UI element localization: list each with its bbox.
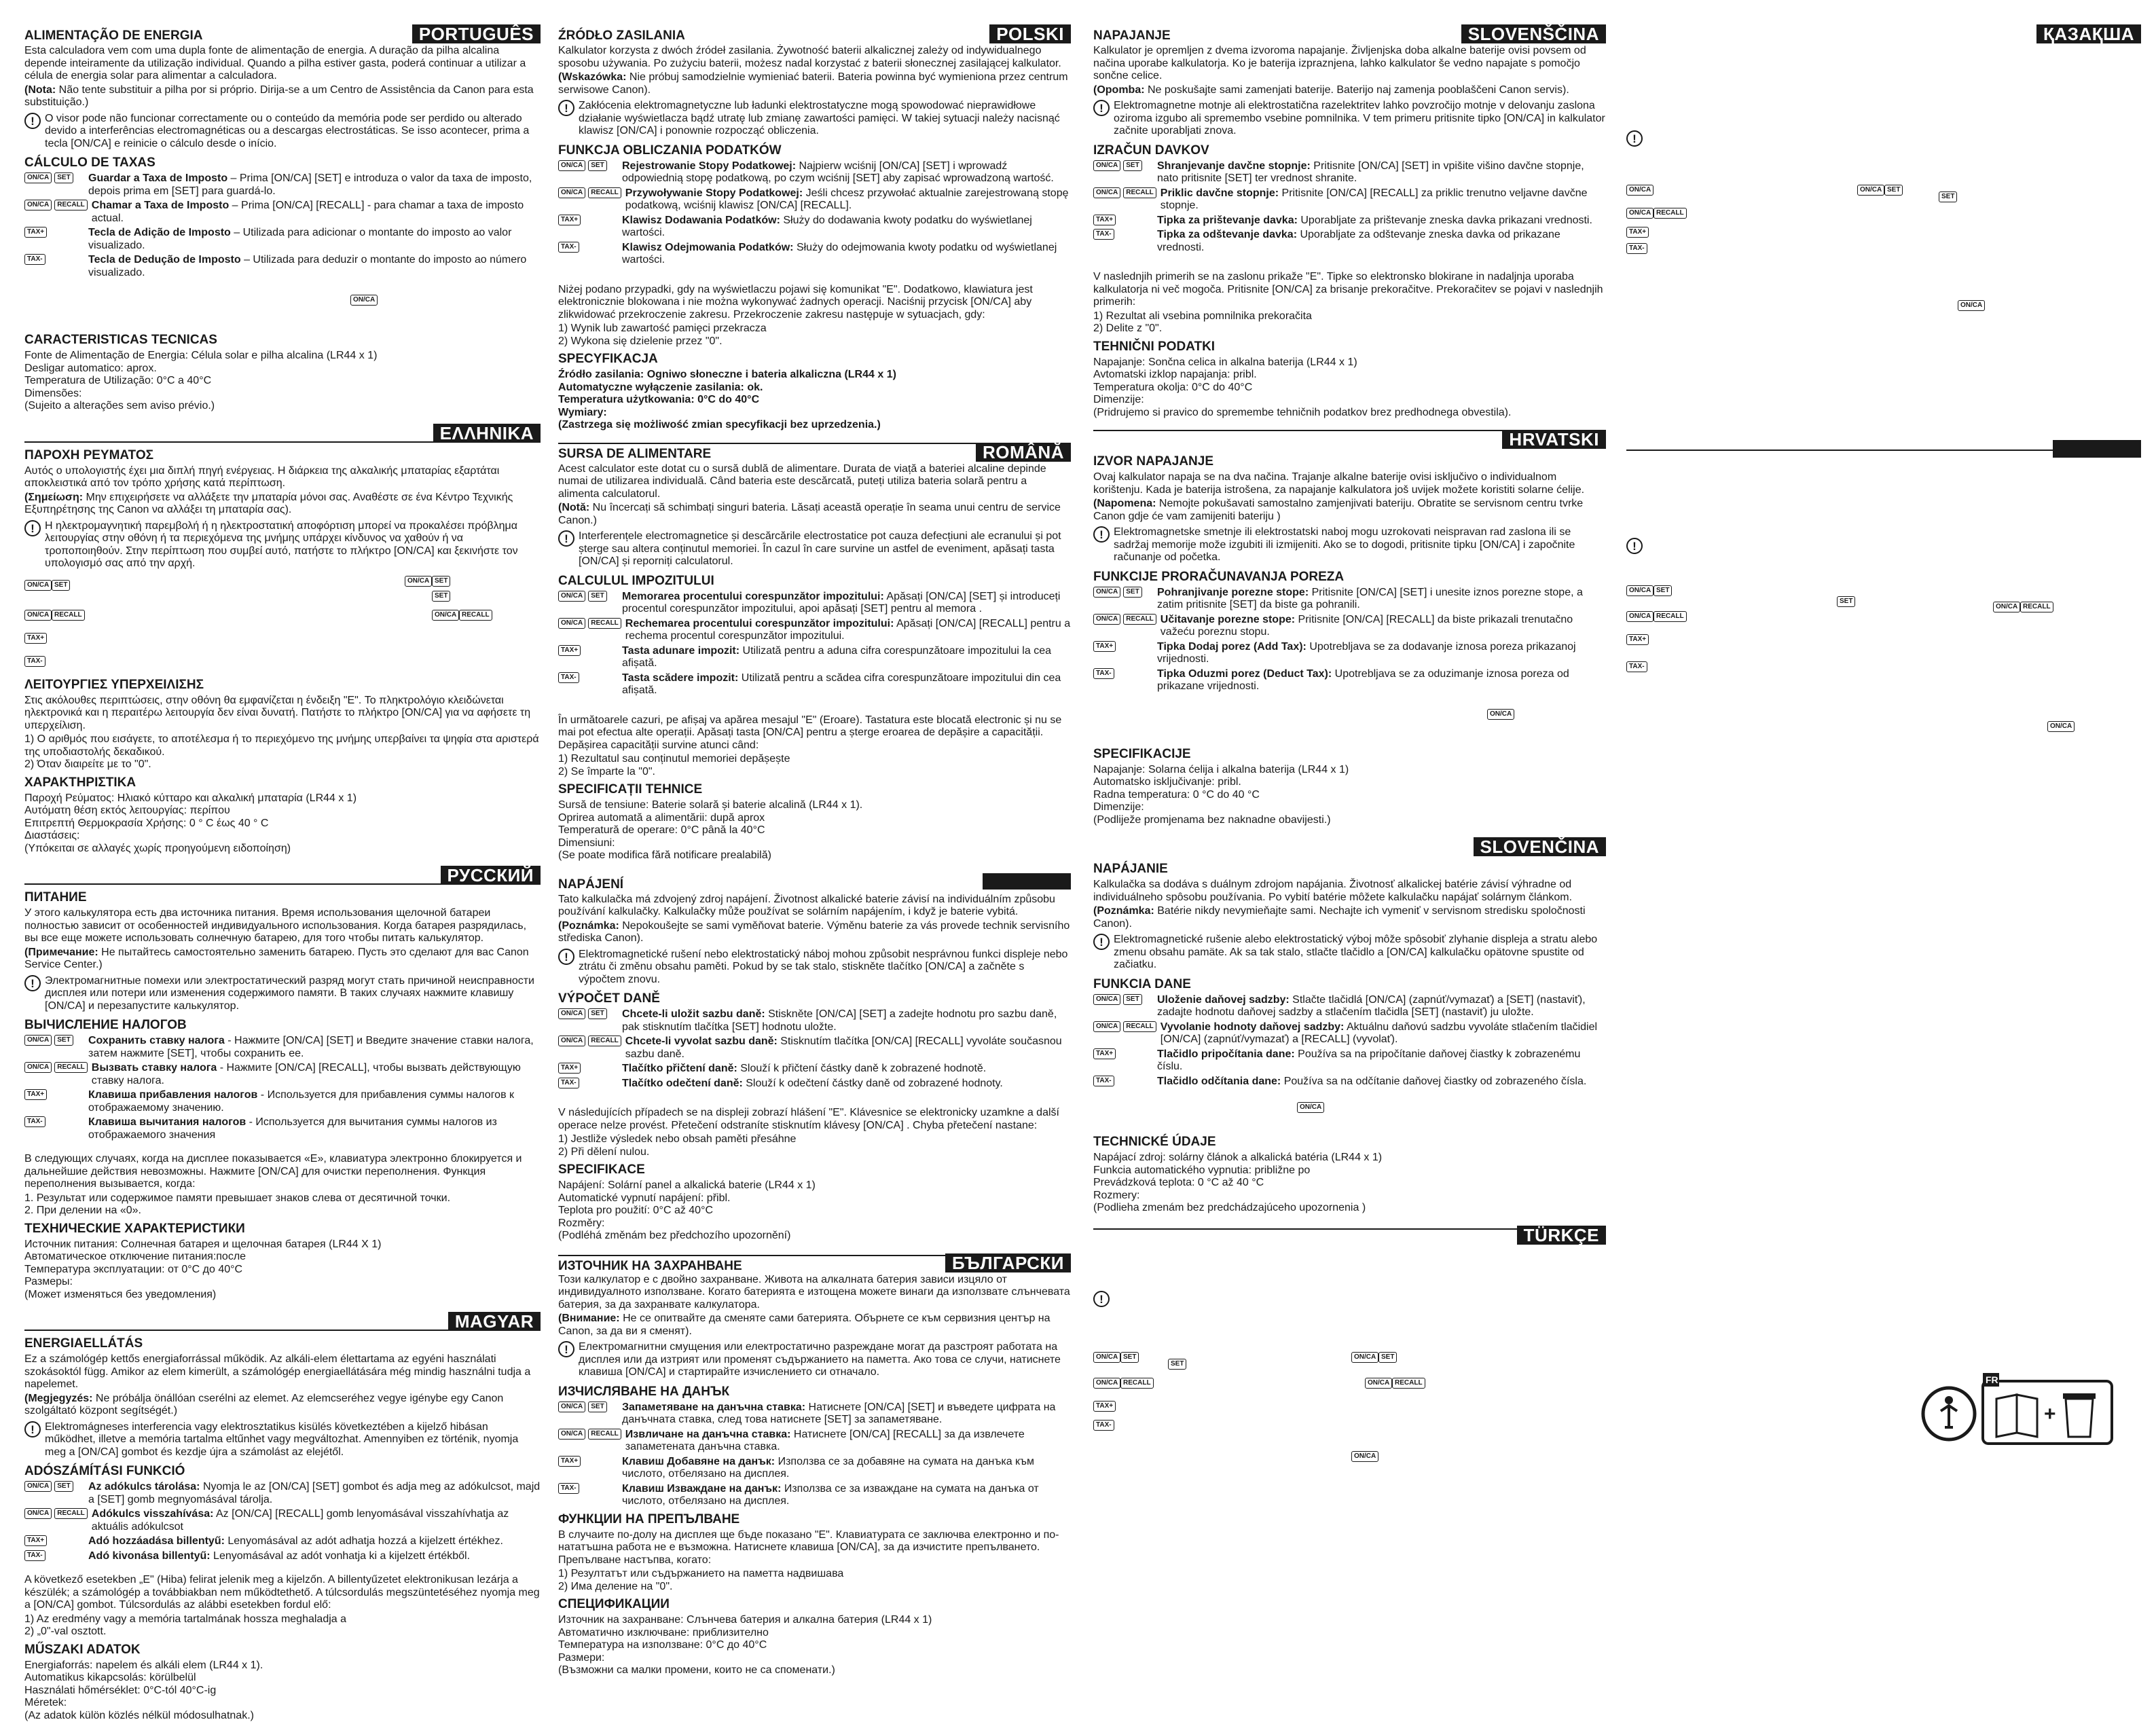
tax-function-row: TAX+ Tecla de Adição de Imposto – Utilizada para adicionar o montante do imposto ao valor visualizado. (24, 227, 541, 252)
spec-line: (Может изменяться без уведомления) (24, 1289, 541, 1302)
tax-function-row: ON/CA RECALL Rechemarea procentului corespunzător impozitului: Apăsați [ON/CA] [RECALL] pentru a rechema procentul corespunzător impozitului. (558, 618, 1071, 643)
on-ca-key-icon: ON/CA (1487, 709, 1514, 720)
tax-function-row: TAX- Tlačidlo odčítania dane: Používa sa na odčítanie daňovej čiastky od zobrazeného čísla. (1093, 1076, 1606, 1088)
set-key-icon: SET (588, 1402, 606, 1412)
tax-minus-key-icon: TAX- (558, 1078, 579, 1088)
spec-line: Automatické vypnutí napájení: přibl. (558, 1192, 1071, 1205)
on-ca-key-icon: ON/CA (1626, 611, 1653, 622)
on-ca-key-icon: ON/CA (24, 580, 52, 591)
warning-icon: ! (24, 520, 41, 536)
section-balgarski: ИЗТОЧНИК НА ЗАХРАНВАНЕ БЪЛГАРСКИ Този калкулатор е с двойно захранване. Живота на алкалната батерия зависи изцяло от индивидуалното използване. Когато батерията е изтощена можете винаги да използвате слънчевата батерия, за да захранвате калкулатора. (Внимание: Не се опитвайте да сменяте сами батерията. Обърнете се към сервизния център на Canon, за да ви я сменят). ! Електромагнитни смущения или електростатично разреждане могат да разстроят работата на дисплея или да изтрият или променят съдържанието на паметта. Ако това се случи, натиснете клавиша [ON/CA] и стартирайте изчислението си отначало. ИЗЧИСЛЯВАНЕ НА ДАНЪК ON/CA SET Запаметяване на данъчна ставка: Натиснете [ON/CA] [SET] и въведете цифрата на данъчната ставка, след това натиснете [SET] за запаметяване. ON/CA RECALL Извличане на данъчна ставка: Натиснете [ON/CA] [RECALL] за да извлечете запаметената данъчна ставка. TAX+ Клавиш Добавяне на данък: Използва се за добавяне на сумата на данъка към числото, отбелязано на дисплея. TAX- Клавиш Изваждане на данък: Използва се за изваждане на сумата на данъка от числото, отбелязано на дисплея. ФУНКЦИИ НА ПРЕПЪЛВАНЕ В случаите по-долу на дисплея ще бъде показано "Е". Клавиатурата се заключва електронно и по-нататъшна работа не е възможна. Натиснете клавиша [ON/CA], за да изчистите препълването. Препълване настъпва, когато: 1) Резултатът или съдържанието на паметта надвишава 2) Има деление на "0". СПЕЦИФИКАЦИИ Източник на захранване: Слънчева батерия и алкална батерия (LR44 x 1) Автоматично изключване: приблизително Температура на използване: 0°C до 40°C Размери: (Възможни са малки промени, които не са споменати.) (558, 1253, 1071, 1677)
spec-line: Wymiary: (558, 407, 1071, 420)
tax-minus-key-icon: TAX- (1093, 1076, 1114, 1086)
spec-line: (Sujeito a alterações sem aviso prévio.) (24, 400, 541, 413)
tax-minus-key-icon: TAX- (24, 254, 45, 265)
recall-key-icon: RECALL (588, 618, 621, 629)
set-key-icon: SET (1884, 185, 1903, 196)
tax-function-row: ON/CA RECALL Učitavanje porezne stope: Pritisnite [ON/CA] [RECALL] da biste prikazali trenutačno važeću poreznu stopu. (1093, 614, 1606, 639)
spec-line: Teplota pro použití: 0°C až 40°C (558, 1205, 1071, 1217)
on-ca-key-icon: ON/CA (1993, 602, 2020, 612)
tax-function-row: ON/CA SET Memorarea procentului corespunzător impozitului: Apăsați [ON/CA] [SET] și introduceți procentul corespunzător impozitului, apoi apăsați [SET] pentru al memora . (558, 591, 1071, 616)
on-ca-key-icon: ON/CA (558, 187, 585, 198)
list-item: 2) Има деление на "0". (558, 1581, 1071, 1594)
section-magyar: MAGYAR ENERGIAELLÁTÁS Ez a számológép kettős energiaforrással működik. Az alkáli-elem élettartama az egyéni használati szokásoktól függ. Amikor az elem kimerült, a számológép energiaellátására még mindig használni tudja a napelemet. (Megjegyzés: Ne próbálja önállóan cserélni az elemet. Az elemcseréhez vegye igénybe egy Canon szolgáltató központ segítségét.) ! Elektromágneses interferencia vagy elektrosztatikus kisülés következtében a kijelző hibásan működhet, illetve a memória tartalma eltűnhet vagy megváltozhat. Amennyiben ez történik, nyomja meg a [ON/CA] gombot és kezdje újra a számolást az elejétől. ADÓSZÁMÍTÁSI FUNKCIÓ ON/CA SET Az adókulcs tárolása: Nyomja le az [ON/CA] [SET] gombot és adja meg az adókulcsot, majd a [SET] gomb megnyomásával tárolja. ON/CA RECALL Adókulcs visszahívása: Az [ON/CA] [RECALL] gomb lenyomásával visszahívhatja az aktuális adókulcsot TAX+ Adó hozzáadása billentyű: Lenyomásával az adót adhatja hozzá a kijelzett értékhez. TAX- Adó kivonása billentyű: Lenyomásával az adót vonhatja ki a kijelzett értékből. A következő esetekben „E" (Hiba) felirat jelenik meg a kijelzőn. A billentyűzetet elektronikusan lezárja a készülék; a számológép a továbbiakban nem működtethető. A túlcsordulás megszüntetéséhez nyomja meg a [ON/CA] gombot. Túlcsordulás az alábbi esetekben fordul elő: 1) Az eredmény vagy a memória tartalmának hossza meghaladja a 2) „0"-val osztott. MŰSZAKI ADATOK Energiaforrás: napelem és alkáli elem (LR44 x 1). Automatikus kikapcsolás: körülbelül Használati hőmérséklet: 0°C-tól 40°C-ig Méretek: (Az adatok külön közlés nélkül módosulhatnak.) (24, 1312, 541, 1722)
lang-tab-balgarski: БЪЛГАРСКИ (945, 1253, 1071, 1272)
on-ca-key-icon: ON/CA (1093, 1378, 1120, 1389)
el-warning: ! Η ηλεκτρομαγνητική παρεμβολή ή η ηλεκτροστατική αποφόρτιση μπορεί να προκαλέσει πρόβλημα λειτουργίας στην οθόνη ή τα περιεχόμενα της μνήμης υπάρχει κίνδυνος να χαθούν ή να τροποποιηθούν. Στην περίπτωση που συμβεί αυτό, πατήστε το πλήκτρο [ON/CA] και ξεκινήστε τον υπολογισμό σας από την αρχή. (24, 520, 541, 572)
on-ca-key-icon: ON/CA (24, 1508, 52, 1519)
spec-line: (Zastrzega się możliwość zmian specyfikacji bez uprzedzenia.) (558, 419, 1071, 432)
spec-line: Avtomatski izklop napajanja: pribl. (1093, 369, 1606, 382)
lang-tab-kazakh: ҚАЗАҚША (2036, 24, 2141, 43)
on-ca-key-icon: ON/CA (24, 1062, 52, 1073)
on-ca-key-icon: ON/CA (1958, 300, 1985, 311)
spec-line: Fonte de Alimentação de Energia: Célula solar e pilha alcalina (LR44 x 1) (24, 350, 541, 363)
tax-minus-key-icon: TAX- (1093, 229, 1114, 240)
on-ca-key-icon: ON/CA (24, 172, 52, 183)
tax-function-row: ON/CA SET Запаметяване на данъчна ставка: Натиснете [ON/CA] [SET] и въведете цифрата на данъчната ставка, след това натиснете [SET] за запаметяване. (558, 1402, 1071, 1427)
tax-function-row: ON/CA SET Pohranjivanje porezne stope: Pritisnite [ON/CA] [SET] i unesite iznos porezne stope, a zatim pritisnite [SET] da biste ga pohranili. (1093, 587, 1606, 612)
pt-note: (Nota: Não tente substituir a pilha por si próprio. Dirija-se a um Centro de Assistência da Canon para esta substituição.) (24, 84, 541, 109)
warning-icon: ! (558, 1341, 574, 1357)
list-item: 1) Ο αριθμός που εισάγετε, το αποτέλεσμα ή το περιεχόμενο της μνήμης υπερβαίνει τα ψηφία στα αριστερά της υποδιαστολής δεκαδικού. (24, 733, 541, 758)
pt-spec-heading: CARACTERISTICAS TECNICAS (24, 333, 541, 348)
spec-line: Rozmery: (1093, 1190, 1606, 1203)
tax-function-row: ON/CA RECALL Przywoływanie Stopy Podatkowej: Jeśli chcesz przywołać aktualnie zarejestrowaną stopę podatkową, wciśnij klawisz [ON/CA] [RECALL]. (558, 187, 1071, 213)
column-3 (1093, 24, 1606, 1511)
spec-line: (Podléhá změnám bez předchozího upozornění) (558, 1230, 1071, 1243)
on-ca-key-icon: ON/CA (1093, 587, 1120, 598)
set-key-icon: SET (54, 1035, 73, 1046)
recall-key-icon: RECALL (1123, 1021, 1156, 1032)
tax-function-row: TAX+ Tasta adunare impozit: Utilizată pentru a aduna cifra corespunzătoare impozitului la cea afișată. (558, 645, 1071, 670)
el-power-heading: ΠΑΡΟΧΗ ΡΕΥΜΑΤΟΣ (24, 448, 541, 463)
spec-line: Automatsko isključivanje: pribl. (1093, 776, 1606, 789)
tax-function-row: ON/CA RECALL Adókulcs visszahívása: Az [ON/CA] [RECALL] gomb lenyomásával visszahívhatja az aktuális adókulcsot (24, 1508, 541, 1533)
tax-function-row: ON/CA SET Uloženie daňovej sadzby: Stlačte tlačidlá [ON/CA] (zapnúť/vymazať) a [SET] (nastaviť), zadajte hodnotu daňovej sadzby a stlačením tlačidla [SET] (nastaviť) ju uložte. (1093, 994, 1606, 1019)
set-key-icon: SET (432, 576, 450, 587)
on-ca-key-icon: ON/CA (2047, 721, 2075, 732)
tax-plus-key-icon: TAX+ (1626, 634, 1649, 645)
spec-line: Desligar automatico: aprox. (24, 363, 541, 375)
on-ca-key-icon: ON/CA (24, 1035, 52, 1046)
el-key-strip (24, 576, 541, 651)
spec-line: Автоматично изключване: приблизително (558, 1627, 1071, 1640)
set-key-icon: SET (1120, 1352, 1139, 1363)
recall-key-icon: RECALL (1653, 208, 1687, 219)
spec-line: (Az adatok külön közlés nélkül módosulhatnak.) (24, 1710, 541, 1722)
recycle-country-label: FR (1986, 1374, 1998, 1385)
section-hrvatski: HRVATSKI IZVOR NAPAJANJE Ovaj kalkulator napaja se na dva načina. Trajanje alkalne baterije ovisi isključivo o individualnom korištenju. Kada je baterija istrošena, za napajanje kalkulatora još uvijek možete koristiti solarne ćelije. (Napomena: Nemojte pokušavati samostalno zamjenjivati bateriju. Obratite se servisnom centru tvrke Canon gdje će vam zamijeniti bateriju ) ! Elektromagnetske smetnje ili elektrostatski naboj mogu uzrokovati neispravan rad zaslona ili se sadržaj memorije može izgubiti ili izmijeniti. Ako se to dogodi, pritisnite tipku [ON/CA] i započnite računanje od početka. FUNKCIJE PRORAČUNAVANJA POREZA ON/CA SET Pohranjivanje porezne stope: Pritisnite [ON/CA] [SET] i unesite iznos porezne stope, a zatim pritisnite [SET] da biste ga pohranili. ON/CA RECALL Učitavanje porezne stope: Pritisnite [ON/CA] [RECALL] da biste prikazali trenutačno važeću poreznu stopu. TAX+ Tipka Dodaj porez (Add Tax): Upotrebljava se za dodavanje iznosa poreza prikazanoj vrijednosti. TAX- Tipka Oduzmi porez (Deduct Tax): Upotrebljava se za oduzimanje iznosa poreza od prikazane vrijednosti. ON/CA SPECIFIKACIJE Napajanje: Solarna ćelija i alkalna baterija (LR44 x 1) Automatsko isključivanje: pribl. Radna temperatura: 0 °C do 40 °C Dimenzije: (Podliježe promjenama bez naknadne obavijesti.) (1093, 430, 1606, 826)
list-item: 1) Rezultat ali vsebina pomnilnika prekoračita (1093, 310, 1606, 323)
section-turkce (1093, 1226, 1606, 1471)
svg-text:+: + (2044, 1403, 2056, 1425)
recall-key-icon: RECALL (1120, 1378, 1154, 1389)
recall-key-icon: RECALL (54, 1508, 88, 1519)
set-key-icon: SET (54, 1481, 73, 1492)
pt-power-text: Esta calculadora vem com uma dupla fonte de alimentação de energia. A duração da pilha alcalina depende inteiramente da utilização individual. Quando a pilha estiver gasta, poderá continuar a utilizar a célula de energia solar para alimentar a calculadora. (24, 45, 541, 83)
spec-line: Źródło zasilania: Ogniwo słoneczne i bateria alkaliczna (LR44 x 1) (558, 369, 1071, 382)
column-2 (558, 24, 1071, 1511)
tax-plus-key-icon: TAX+ (1626, 227, 1649, 238)
on-ca-key-icon: ON/CA (1365, 1378, 1392, 1389)
list-item: 2) „0"-val osztott. (24, 1626, 541, 1638)
on-ca-key-icon: ON/CA (558, 160, 585, 171)
set-key-icon: SET (52, 580, 70, 591)
on-ca-key-icon: ON/CA (1093, 160, 1120, 171)
tax-function-row: ON/CA RECALL Извличане на данъчна ставка: Натиснете [ON/CA] [RECALL] за да извлечете запаметената данъчна ставка. (558, 1429, 1071, 1454)
recall-key-icon: RECALL (54, 1062, 88, 1073)
spec-line: Автоматическое отключение питания:после (24, 1251, 541, 1264)
tax-function-row: ON/CA SET Az adókulcs tárolása: Nyomja le az [ON/CA] [SET] gombot és adja meg az adókulcsot, majd a [SET] gomb megnyomásával tárolja. (24, 1481, 541, 1506)
lang-tab-hrvatski: HRVATSKI (1502, 430, 1606, 449)
spec-line: Oprirea automată a alimentării: după aprox (558, 812, 1071, 825)
tax-plus-key-icon: TAX+ (558, 215, 581, 225)
on-ca-key-icon: ON/CA (1093, 1352, 1120, 1363)
on-ca-key-icon: ON/CA (1297, 1102, 1324, 1113)
tax-function-row: ON/CA RECALL Вызвать ставку налога - Нажмите [ON/CA] [RECALL], чтобы вызвать действующую ставку налога. (24, 1062, 541, 1087)
spec-line: Temperatură de operare: 0°C până la 40°C (558, 824, 1071, 837)
tax-minus-key-icon: TAX- (24, 1116, 45, 1127)
lang-tab-blank (2053, 440, 2141, 458)
tax-function-row: TAX- Tlačítko odečtení daně: Slouží k odečtení částky daně od zobrazené hodnoty. (558, 1078, 1071, 1091)
tax-minus-key-icon: TAX- (558, 1483, 579, 1494)
recycling-info-icon (1915, 1372, 2119, 1446)
section-slovenscina: NAPAJANJE SLOVENŠČINA Kalkulator je opremljen z dvema izvoroma napajanje. Življenjska doba alkalne baterije ovisi povsem od načina uporabe kalkulatorja. Ko je baterija izpraznjena, lahko kalkulator še vedno napajate s pomočjo sončne celice. (Opomba: Ne poskušajte sami zamenjati baterije. Baterijo naj zamenja pooblaščeni Canon servis). ! Elektromagnetne motnje ali elektrostatična razelektritev lahko povzročijo motnje v delovanju zaslona oziroma izgubo ali spremembo vsebine pomnilnika. V tem primeru pritisnite tipko [ON/CA] in kalkulator začnite uporabljati znova. IZRAČUN DAVKOV ON/CA SET Shranjevanje davčne stopnje: Pritisnite [ON/CA] [SET] in vpišite višino davčne stopnje, nato pritisnite [SET] ter vrednost shranite. ON/CA RECALL Priklic davčne stopnje: Pritisnite [ON/CA] [RECALL] za priklic trenutno veljavne davčne stopnje. TAX+ Tipka za prištevanje davka: Uporabljate za prištevanje zneska davka prikazani vrednosti. TAX- Tipka za odštevanje davka: Uporabljate za odštevanje zneska davka od prikazane vrednosti. V naslednjih primerih se na zaslonu prikaže "E". Tipke so elektronsko blokirane in nadaljnja uporaba kalkulatorja ni več mogoča. Pritisnite [ON/CA] za brisanje prekoračitve. Prekoračitev se pojavi v naslednjih primerih: 1) Rezultat ali vsebina pomnilnika prekoračita 2) Delite z "0". TEHNIČNI PODATKI Napajanje: Sončna celica in alkalna baterija (LR44 x 1) Avtomatski izklop napajanja: pribl. Temperatura okolja: 0°C do 40°C Dimenzije: (Pridrujemo si pravico do spremembe tehničnih podatkov brez predhodnega obvestila). (1093, 24, 1606, 419)
warning-icon: ! (24, 1421, 41, 1437)
tax-minus-key-icon: TAX- (558, 672, 579, 683)
spec-line: Источник питания: Солнечная батарея и щелочная батарея (LR44 X 1) (24, 1239, 541, 1251)
on-ca-key-icon: ON/CA (558, 1008, 585, 1019)
spec-line: Automatikus kikapcsolás: körülbelül (24, 1672, 541, 1685)
lang-tab-polski: POLSKI (989, 24, 1071, 43)
tax-function-row: ON/CA SET Сохранить ставку налога - Нажмите [ON/CA] [SET] и Введите значение ставки налога, затем нажмите [SET], чтобы сохранить ее. (24, 1035, 541, 1060)
warning-icon: ! (558, 949, 574, 965)
on-ca-key-icon: ON/CA (1626, 208, 1653, 219)
lang-tab-romana: ROMÂNĂ (976, 443, 1071, 462)
section-russkiy: РУССКИЙ ПИТАНИЕ У этого калькулятора есть два источника питания. Время использования щелочной батареи полностью зависит от особенностей индивидуального использования. Когда батарея разрядилась, вы все еще можете использовать солнечную батарею, для того чтобы питать калькулятор. (Примечание: Не пытайтесь самостоятельно заменить батарею. Пусть это сделают для вас Canon Service Center.) ! Электромагнитные помехи или электростатический разряд могут стать причиной неисправности дисплея или потери или изменения содержимого памяти. В таких случаях нажмите клавишу [ON/CA] и перезапустите калькулятор. ВЫЧИСЛЕНИЕ НАЛОГОВ ON/CA SET Сохранить ставку налога - Нажмите [ON/CA] [SET] и Введите значение ставки налога, затем нажмите [SET], чтобы сохранить ее. ON/CA RECALL Вызвать ставку налога - Нажмите [ON/CA] [RECALL], чтобы вызвать действующую ставку налога. TAX+ Клавиша прибавления налогов - Используется для прибавления суммы налогов к отображаемому значению. TAX- Клавиша вычитания налогов - Используется для вычитания суммы налогов из отображаемого значения В следующих случаях, когда на дисплее показывается «E», клавиатура электронно блокируется и дальнейшие действия невозможны. Нажмите [ON/CA] для очистки переполнения. Функция переполнения вызывается, когда: 1. Результат или содержимое памяти превышает знаков слева от десятичной точки. 2. При делении на «0». ТЕХНИЧЕСКИЕ ХАРАКТЕРИСТИКИ Источник питания: Солнечная батарея и щелочная батарея (LR44 X 1) Автоматическое отключение питания:после Температура эксплуатации: от 0°C до 40°C Размеры: (Может изменяться без уведомления) (24, 866, 541, 1301)
tax-plus-key-icon: TAX+ (24, 227, 47, 238)
section-slovencina: SLOVENČINA NAPÁJANIE Kalkulačka sa dodáva s duálnym zdrojom napájania. Životnosť alkalickej batérie závisí výhradne od individuálneho spôsobu používania. Po vybití batérie môžete kalkulačku napájať solárnym článkom. (Poznámka: Batérie nikdy nevymieňajte sami. Nechajte ich vymeniť v servisnom stredisku spoločnosti Canon). ! Elektromagnetické rušenie alebo elektrostatický výboj môže spôsobiť zlyhanie displeja a stratu alebo zmenu obsahu pamäte. Ak sa tak stalo, stlačte tlačidlo a [ON/CA] kalkulačku opätovne spustite od začiatku. FUNKCIA DANE ON/CA SET Uloženie daňovej sadzby: Stlačte tlačidlá [ON/CA] (zapnúť/vymazať) a [SET] (nastaviť), zadajte hodnotu daňovej sadzby a stlačením tlačidla [SET] (nastaviť) ju uložte. ON/CA RECALL Vyvolanie hodnoty daňovej sadzby: Aktuálnu daňovú sadzbu vyvoláte stlačením tlačidiel [ON/CA] (zapnúť/vymazať) a [RECALL] (vyvolať). TAX+ Tlačidlo pripočítania dane: Používa sa na pripočítanie daňovej čiastky k zobrazenému číslu. TAX- Tlačidlo odčítania dane: Používa sa na odčítanie daňovej čiastky od zobrazeného čísla. ON/CA TECHNICKÉ ÚDAJE Napájací zdroj: solárny článok a alkalická batéria (LR44 x 1) Funkcia automatického vypnutia: približne po Prevádzková teplota: 0 °C až 40 °C Rozmery: (Podlieha zmenám bez predchádzajúceho upozornenia ) (1093, 837, 1606, 1215)
recall-key-icon: RECALL (1123, 614, 1156, 625)
tax-function-row: TAX+ Tlačidlo pripočítania dane: Používa sa na pripočítanie daňovej čiastky k zobrazenému číslu. (1093, 1048, 1606, 1074)
section-portugues (24, 24, 541, 413)
spec-line: Méretek: (24, 1697, 541, 1710)
spec-line: Napajanje: Sončna celica in alkalna baterija (LR44 x 1) (1093, 356, 1606, 369)
recall-key-icon: RECALL (52, 610, 85, 621)
column-4 (1626, 24, 2141, 1511)
list-item: 1) Резултатът или съдържанието на паметта надвишава (558, 1568, 1071, 1581)
tax-function-row: ON/CA RECALL Chamar a Taxa de Imposto – Prima [ON/CA] [RECALL] - para chamar a taxa de imposto actual. (24, 200, 541, 225)
on-ca-key-icon: ON/CA (558, 591, 585, 602)
tax-function-row: TAX+ Klawisz Dodawania Podatków: Służy do dodawania kwoty podatku do wyświetlanej wartości. (558, 215, 1071, 240)
warning-icon: ! (24, 975, 41, 991)
on-ca-key-icon: ON/CA (24, 200, 52, 210)
spec-line: Παροχή Ρεύματος: Ηλιακό κύτταρο και αλκαλική μπαταρία (LR44 x 1) (24, 792, 541, 805)
kz-key-area (1626, 42, 2141, 789)
warning-icon: ! (1093, 100, 1110, 116)
tax-function-row: ON/CA SET Shranjevanje davčne stopnje: Pritisnite [ON/CA] [SET] in vpišite višino davčne stopnje, nato pritisnite [SET] ter vrednost shranite. (1093, 160, 1606, 185)
set-key-icon: SET (1939, 191, 1957, 202)
lang-tab-slovencina: SLOVENČINA (1474, 837, 1606, 856)
tax-function-row: ON/CA RECALL Priklic davčne stopnje: Pritisnite [ON/CA] [RECALL] za priklic trenutno veljavne davčne stopnje. (1093, 187, 1606, 213)
on-ca-key-icon: ON/CA (1351, 1352, 1378, 1363)
tax-function-row: TAX+ Клавиша прибавления налогов - Используется для прибавления суммы налогов к отображаемому значению. (24, 1089, 541, 1114)
tax-function-row: TAX- Tipka Oduzmi porez (Deduct Tax): Upotrebljava se za oduzimanje iznosa poreza od prikazane vrijednosti. (1093, 668, 1606, 693)
list-item: 2. При делении на «0». (24, 1205, 541, 1217)
list-item: 1) Wynik lub zawartość pamięci przekracza (558, 323, 1071, 335)
tax-function-row: TAX- Tasta scădere impozit: Utilizată pentru a scădea cifra corespunzătoare impozitului din cea afișată. (558, 672, 1071, 697)
on-ca-key-icon: ON/CA (350, 295, 378, 306)
warning-icon: ! (24, 113, 41, 129)
spec-line: (Υπόκειται σε αλλαγές χωρίς προηγούμενη ειδοποίηση) (24, 843, 541, 856)
spec-line: Διαστάσεις: (24, 830, 541, 843)
list-item: 1. Результат или содержимое памяти превышает знаков слева от десятичной точки. (24, 1192, 541, 1205)
on-ca-key-icon: ON/CA (558, 1036, 585, 1046)
pt-power-heading: ALIMENTAÇÃO DE ENERGIA (24, 29, 202, 43)
pt-spec (24, 350, 541, 413)
lang-tab-magyar: MAGYAR (448, 1312, 541, 1331)
tax-function-row: ON/CA RECALL Vyvolanie hodnoty daňovej sadzby: Aktuálnu daňovú sadzbu vyvoláte stlačením tlačidiel [ON/CA] (zapnúť/vymazať) a [RECALL] (vyvolať). (1093, 1021, 1606, 1046)
tax-plus-key-icon: TAX+ (558, 1456, 581, 1467)
list-item: 2) Se împarte la "0". (558, 766, 1071, 779)
tax-minus-key-icon: TAX- (1626, 661, 1647, 672)
lang-tab-portugues: PORTUGUÊS (412, 24, 541, 43)
tax-minus-key-icon: TAX- (24, 656, 45, 667)
warning-icon: ! (1093, 526, 1110, 543)
set-key-icon: SET (1168, 1359, 1186, 1370)
warning-icon: ! (1626, 130, 1643, 147)
spec-line: Temperatura de Utilização: 0°C a 40°C (24, 375, 541, 388)
tax-plus-key-icon: TAX+ (1093, 1401, 1116, 1412)
list-item: 2) Wykona się dzielenie przez "0". (558, 335, 1071, 348)
tax-function-row: TAX+ Tlačítko přičtení daně: Slouží k přičtení částky daně k zobrazené hodnotě. (558, 1063, 1071, 1076)
spec-line: Размери: (558, 1652, 1071, 1665)
on-ca-key-icon: ON/CA (1351, 1451, 1378, 1462)
spec-line: Επιτρεπτή Θερμοκρασία Χρήσης: 0 ° C έως 40 ° C (24, 818, 541, 830)
tax-plus-key-icon: TAX+ (1093, 1048, 1116, 1059)
list-item: 2) Όταν διαιρείτε με το "0". (24, 758, 541, 771)
tax-function-row: ON/CA SET Guardar a Taxa de Imposto – Prima [ON/CA] [SET] e introduza o valor da taxa de imposto, depois prima em [SET] para guardá-lo. (24, 172, 541, 198)
recall-key-icon: RECALL (1653, 611, 1687, 622)
recall-key-icon: RECALL (588, 1429, 621, 1440)
on-ca-key-icon: ON/CA (1093, 994, 1120, 1005)
list-item: 1) Rezultatul sau conținutul memoriei depășește (558, 753, 1071, 766)
set-key-icon: SET (1123, 587, 1141, 598)
set-key-icon: SET (1837, 596, 1855, 607)
set-key-icon: SET (54, 172, 73, 183)
on-ca-key-icon: ON/CA (432, 610, 459, 621)
recall-key-icon: RECALL (459, 610, 492, 621)
spec-line: (Възможни са малки промени, които не са споменати.) (558, 1664, 1071, 1677)
tax-function-row: TAX- Клавиша вычитания налогов - Используется для вычитания суммы налогов из отображаемого значения (24, 1116, 541, 1141)
on-ca-key-icon: ON/CA (1626, 585, 1653, 596)
on-ca-key-icon: ON/CA (24, 610, 52, 621)
spec-line: Dimensões: (24, 388, 541, 401)
section-polski: ŹRÓDŁO ZASILANIA POLSKI Kalkulator korzysta z dwóch źródeł zasilania. Żywotność baterii alkalicznej zależy od indywidualnego sposobu używania. Po zużyciu baterii, możesz nadal korzystać z baterii słonecznej zasilającej kalkulator. (Wskazówka: Nie próbuj samodzielnie wymieniać baterii. Bateria powinna być wymieniona przez centrum serwisowe Canon). ! Zakłócenia elektromagnetyczne lub ładunki elektrostatyczne mogą spowodować nieprawidłowe działanie wyświetlacza bądź utratę lub zmianę zawartości pamięci. W takiej sytuacji należy nacisnąć klawisz [ON/CA] i ponownie rozpocząć obliczenia. FUNKCJA OBLICZANIA PODATKÓW ON/CA SET Rejestrowanie Stopy Podatkowej: Najpierw wciśnij [ON/CA] [SET] i wprowadź odpowiednią stopę podatkową, po czym wciśnij [SET] aby zapisać wprowadzoną wartość. ON/CA RECALL Przywoływanie Stopy Podatkowej: Jeśli chcesz przywołać aktualnie zarejestrowaną stopę podatkową, wciśnij klawisz [ON/CA] [RECALL]. TAX+ Klawisz Dodawania Podatków: Służy do dodawania kwoty podatku do wyświetlanej wartości. TAX- Klawisz Odejmowania Podatków: Służy do odejmowania kwoty podatku od wyświetlanej wartości. Niżej podano przypadki, gdy na wyświetlaczu pojawi się komunikat "E". Dodatkowo, klawiatura jest elektronicznie blokowana i nie można wykonywać żadnych operacji. Naciśnij przycisk [ON/CA] aby zlikwidować przekroczenie zakresu. Przekroczenie zakresu następuje w sytuacjach, gdy: 1) Wynik lub zawartość pamięci przekracza 2) Wykona się dzielenie przez "0". SPECYFIKACJA Źródło zasilania: Ogniwo słoneczne i bateria alkaliczna (LR44 x 1) Automatyczne wyłączenie zasilania: ok. Temperatura użytkowania: 0°C do 40°C Wymiary: (Zastrzega się możliwość zmian specyfikacji bez uprzedzenia.) (558, 24, 1071, 432)
set-key-icon: SET (1378, 1352, 1397, 1363)
spec-line: Dimensiuni: (558, 837, 1071, 850)
tax-minus-key-icon: TAX- (1093, 668, 1114, 679)
tax-minus-key-icon: TAX- (24, 1550, 45, 1561)
lang-tab-russkiy: РУССКИЙ (441, 866, 541, 885)
spec-line: Източник на захранване: Слънчева батерия и алкална батерия (LR44 x 1) (558, 1614, 1071, 1627)
recall-key-icon: RECALL (1392, 1378, 1425, 1389)
list-item: 2) Při dělení nulou. (558, 1146, 1071, 1159)
on-ca-key-icon: ON/CA (1857, 185, 1884, 196)
spec-line: Radna temperatura: 0 °C do 40 °C (1093, 789, 1606, 802)
recall-key-icon: RECALL (588, 1036, 621, 1046)
spec-line: Sursă de tensiune: Baterie solară și baterie alcalină (LR44 x 1). (558, 799, 1071, 812)
tax-minus-key-icon: TAX- (558, 242, 579, 253)
tax-function-row: TAX- Adó kivonása billentyű: Lenyomásával az adót vonhatja ki a kijelzett értékből. (24, 1550, 541, 1563)
set-key-icon: SET (1653, 585, 1672, 596)
tax-function-row: ON/CA SET Chcete-li uložit sazbu daně: Stiskněte [ON/CA] [SET] a zadejte hodnotu pro sazbu daně, pak stisknutím tlačítka [SET] hodnotu uložte. (558, 1008, 1071, 1033)
tax-function-row: TAX+ Tipka za prištevanje davka: Uporabljate za prištevanje zneska davka prikazani vrednosti. (1093, 215, 1606, 227)
spec-line: Размеры: (24, 1276, 541, 1289)
set-key-icon: SET (588, 160, 606, 171)
tax-minus-key-icon: TAX- (1626, 243, 1647, 254)
spec-line: Energiaforrás: napelem és alkáli elem (LR44 x 1). (24, 1660, 541, 1672)
list-item: 1) Jestliže výsledek nebo obsah paměti přesáhne (558, 1133, 1071, 1146)
spec-line: Dimenzije: (1093, 394, 1606, 407)
pt-tax-rows (24, 172, 541, 279)
spec-line: Használati hőmérséklet: 0°C-tól 40°C-ig (24, 1685, 541, 1698)
on-ca-key-icon: ON/CA (558, 1429, 585, 1440)
tax-function-row: ON/CA SET Rejestrowanie Stopy Podatkowej: Najpierw wciśnij [ON/CA] [SET] i wprowadź odpowiednią stopę podatkową, po czym wciśnij [SET] aby zapisać wprowadzoną wartość. (558, 160, 1071, 185)
on-ca-key-icon: ON/CA (558, 618, 585, 629)
on-ca-key-icon: ON/CA (1093, 614, 1120, 625)
tax-function-row: TAX+ Adó hozzáadása billentyű: Lenyomásával az adót adhatja hozzá a kijelzett értékhez. (24, 1535, 541, 1548)
set-key-icon: SET (588, 1008, 606, 1019)
tax-function-row: TAX- Klawisz Odejmowania Podatków: Służy do odejmowania kwoty podatku od wyświetlanej wartości. (558, 242, 1071, 267)
lang-tab-turkce: TÜRKÇE (1517, 1226, 1606, 1245)
spec-line: Napajanje: Solarna ćelija i alkalna baterija (LR44 x 1) (1093, 764, 1606, 777)
list-item: 1) Az eredmény vagy a memória tartalmának hossza meghaladja a (24, 1613, 541, 1626)
spec-line: Rozměry: (558, 1217, 1071, 1230)
on-ca-key-icon: ON/CA (1626, 185, 1653, 196)
spec-line: Dimenzije: (1093, 801, 1606, 814)
tax-plus-key-icon: TAX+ (558, 1063, 581, 1074)
tax-plus-key-icon: TAX+ (24, 633, 47, 644)
spec-line: Temperatura użytkowania: 0°C do 40°C (558, 394, 1071, 407)
section-cestina: NAPÁJENÍ Tato kalkulačka má zdvojený zdroj napájení. Životnost alkalické baterie závisí na individuálním způsobu používání kalkulačky. Kalkulačky může používat se solárním napájením, i když je baterie vybitá. (Poznámka: Nepokoušejte se sami vyměňovat baterie. Výměnu baterie za vás provede technik servisního střediska Canon). ! Elektromagnetické rušení nebo elektrostatický náboj mohou způsobit nesprávnou funkci displeje nebo ztrátu či změnu obsahu paměti. Pokud by se tak stalo, stiskněte tlačítko [ON/CA] a začněte s výpočtem znovu. VÝPOČET DANĚ ON/CA SET Chcete-li uložit sazbu daně: Stiskněte [ON/CA] [SET] a zadejte hodnotu pro sazbu daně, pak stisknutím tlačítka [SET] hodnotu uložte. ON/CA RECALL Chcete-li vyvolat sazbu daně: Stisknutím tlačítka [ON/CA] [RECALL] vyvoláte současnou sazbu daně. TAX+ Tlačítko přičtení daně: Slouží k přičtení částky daně k zobrazené hodnotě. TAX- Tlačítko odečtení daně: Slouží k odečtení částky daně od zobrazené hodnoty. V následujících případech se na displeji zobrazí hlášení "E". Klávesnice se elektronicky uzamkne a další operace nelze provést. Přetečení odstraníte stisknutím klávesy [ON/CA] . Chyba přetečení nastane: 1) Jestliže výsledek nebo obsah paměti přesáhne 2) Při dělení nulou. SPECIFIKACE Napájení: Solární panel a alkalická baterie (LR44 x 1) Automatické vypnutí napájení: přibl. Teplota pro použití: 0°C až 40°C Rozměry: (Podléhá změnám bez předchozího upozornění) (558, 873, 1071, 1243)
tax-function-row: TAX+ Клавиш Добавяне на данък: Използва се за добавяне на сумата на данъка към числото, отбелязано на дисплея. (558, 1456, 1071, 1481)
lang-tab-slovenscina: SLOVENŠČINA (1461, 24, 1606, 43)
recall-key-icon: RECALL (1123, 187, 1156, 198)
recall-key-icon: RECALL (54, 200, 88, 210)
tax-minus-key-icon: TAX- (1093, 1420, 1114, 1431)
section-ellinika: ΕΛΛΗΝΙΚΑ ΠΑΡΟΧΗ ΡΕΥΜΑΤΟΣ Αυτός ο υπολογιστής έχει μια διπλή πηγή ενέργειας. Η διάρκεια της αλκαλικής μπαταρίας εξαρτάται αποκλειστικά από τον τρόπο χρήσης κατά περίπτωση. (Σημείωση: Μην επιχειρήσετε να αλλάξετε την μπαταρία μόνοι σας. Αναθέστε σε ένα Κέντρο Τεχνικής Εξυπηρέτησης της Canon να αλλάξει τη μπαταρία σας). ! Η ηλεκτρομαγνητική παρεμβολή ή η ηλεκτροστατική αποφόρτιση μπορεί να προκαλέσει πρόβλημα λειτουργίας στην οθόνη ή τα περιεχόμενα της μνήμης υπάρχει κίνδυνος να χαθούν ή να τροποποιηθούν. Στην περίπτωση που συμβεί αυτό, πατήστε το πλήκτρο [ON/CA] και ξεκινήστε τον υπολογισμό σας από την αρχή. ON/CA SET ON/CA RECALL TAX+ ON/CA SET SET ON/CA RECALL TAX- ΛΕΙΤΟΥΡΓΙΕΣ ΥΠΕΡΧΕΙΛΙΣΗΣ Στις ακόλουθες περιπτώσεις, στην οθόνη θα εμφανίζεται η ένδειξη "E". Το πληκτρολόγιο κλειδώνεται ηλεκτρονικά και η περαιτέρω λειτουργία δεν είναι δυνατή. Πατήστε το πλήκτρο [ON/CA] για να αφήσετε τη υπερχείλιση. 1) Ο αριθμός που εισάγετε, το αποτέλεσμα ή το περιεχόμενο της μνήμης υπερβαίνει τα ψηφία στα αριστερά της υποδιαστολής δεκαδικού. 2) Όταν διαιρείτε με το "0". ΧΑΡΑΚΤΗΡΙΣΤΙΚΑ Παροχή Ρεύματος: Ηλιακό κύτταρο και αλκαλική μπαταρία (LR44 x 1) Αυτόματη θέση εκτός λειτουργίας: περίπου Επιτρεπτή Θερμοκρασία Χρήσης: 0 ° C έως 40 ° C Διαστάσεις: (Υπόκειται σε αλλαγές χωρίς προηγούμενη ειδοποίηση) (24, 424, 541, 856)
tax-function-row: TAX- Tipka za odštevanje davka: Uporabljate za odštevanje zneska davka od prikazane vrednosti. (1093, 229, 1606, 254)
lang-tab-ellinika: ΕΛΛΗΝΙΚΑ (433, 424, 541, 443)
set-key-icon: SET (1123, 994, 1141, 1005)
section-romana: SURSA DE ALIMENTARE ROMÂNĂ Acest calculator este dotat cu o sursă dublă de alimentare. Durata de viață a bateriei alcaline depinde numai de utilizarea individuală. Când bateria este descărcată, puteți utiliza bateria solară pentru a alimenta calculatorul. (Notă: Nu încercați să schimbați singuri bateria. Lăsați această operație în seama unui centru de service Canon.) ! Interferențele electromagnetice și descărcările electrostatice pot cauza defecțiuni ale ecranului și pot șterge sau altera conținutul memoriei. În cazul în care survine un astfel de eveniment, apăsați tasta [ON/CA] și reporniți calculatorul. CALCULUL IMPOZITULUI ON/CA SET Memorarea procentului corespunzător impozitului: Apăsați [ON/CA] [SET] și introduceți procentul corespunzător impozitului, apoi apăsați [SET] pentru al memora . ON/CA RECALL Rechemarea procentului corespunzător impozitului: Apăsați [ON/CA] [RECALL] pentru a rechema procentul corespunzător impozitului. TAX+ Tasta adunare impozit: Utilizată pentru a aduna cifra corespunzătoare impozitului la cea afișată. TAX- Tasta scădere impozit: Utilizată pentru a scădea cifra corespunzătoare impozitului din cea afișată. În următoarele cazuri, pe afișaj va apărea mesajul "E" (Eroare). Tastatura este blocată electronic și nu se mai pot efectua alte operații. Apăsați tasta [ON/CA] pentru a șterge eroarea de depășire a capacității. Depășirea capacității survine atunci când: 1) Rezultatul sau conținutul memoriei depășește 2) Se împarte la "0". SPECIFICAȚII TEHNICE Sursă de tensiune: Baterie solară și baterie alcalină (LR44 x 1). Oprirea automată a alimentării: după aprox Temperatură de operare: 0°C până la 40°C Dimensiuni: (Se poate modifica fără notificare prealabilă) (558, 443, 1071, 862)
column-1 (24, 24, 541, 1511)
spec-line: (Pridrujemo si pravico do spremembe tehničnih podatkov brez predhodnega obvestila). (1093, 407, 1606, 420)
pt-warning: ! O visor pode não funcionar correctamente ou o conteúdo da memória pode ser perdido ou alterado devido a interferências electromagnéticas ou a descargas electrostáticas. Se isso acontecer, prima a tecla [ON/CA] e reinicie o cálculo desde o início. (24, 113, 541, 152)
spec-line: Funkcia automatického vypnutia: približne po (1093, 1165, 1606, 1177)
tax-plus-key-icon: TAX+ (558, 645, 581, 656)
on-ca-key-icon: ON/CA (1093, 187, 1120, 198)
recall-key-icon: RECALL (2020, 602, 2053, 612)
spec-line: Napájení: Solární panel a alkalická baterie (LR44 x 1) (558, 1179, 1071, 1192)
tax-plus-key-icon: TAX+ (24, 1089, 47, 1100)
tax-function-row: TAX+ Tipka Dodaj porez (Add Tax): Upotrebljava se za dodavanje iznosa poreza prikazanoj vrijednosti. (1093, 641, 1606, 666)
spec-line: Αυτόματη θέση εκτός λειτουργίας: περίπου (24, 805, 541, 818)
spec-line: Temperatura okolja: 0°C do 40°C (1093, 382, 1606, 395)
lang-tab-cestina (983, 873, 1071, 890)
tax-function-row: TAX- Tecla de Dedução de Imposto – Utilizada para deduzir o montante do imposto ao número visualizado. (24, 254, 541, 279)
pt-tax-heading: CÁLCULO DE TAXAS (24, 155, 541, 170)
spec-line: Napájací zdroj: solárny článok a alkalická batéria (LR44 x 1) (1093, 1152, 1606, 1165)
spec-line: Температура на използване: 0°C до 40°C (558, 1639, 1071, 1652)
spec-line: Automatyczne wyłączenie zasilania: ok. (558, 382, 1071, 395)
list-item: 2) Delite z "0". (1093, 323, 1606, 335)
warning-icon: ! (558, 530, 574, 547)
section-kazakh (1626, 24, 2141, 789)
tax-plus-key-icon: TAX+ (24, 1535, 47, 1546)
set-key-icon: SET (432, 591, 450, 602)
set-key-icon: SET (588, 591, 606, 602)
tax-plus-key-icon: TAX+ (1093, 641, 1116, 652)
tax-plus-key-icon: TAX+ (1093, 215, 1116, 225)
warning-icon: ! (558, 100, 574, 116)
spec-line: Prevádzková teplota: 0 °C až 40 °C (1093, 1177, 1606, 1190)
spec-line: (Podlieha zmenám bez predchádzajúceho upozornenia ) (1093, 1202, 1606, 1215)
spec-line: Температура эксплуатации: от 0°C до 40°C (24, 1264, 541, 1277)
tax-function-row: ON/CA RECALL Chcete-li vyvolat sazbu daně: Stisknutím tlačítka [ON/CA] [RECALL] vyvoláte současnou sazbu daně. (558, 1036, 1071, 1061)
el-overflow-heading: ΛΕΙΤΟΥΡΓΙΕΣ ΥΠΕΡΧΕΙΛΙΣΗΣ (24, 678, 541, 693)
on-ca-key-icon: ON/CA (405, 576, 432, 587)
warning-icon: ! (1626, 538, 1643, 554)
tr-key-strip (1093, 1250, 1606, 1440)
tax-function-row: TAX- Клавиш Изваждане на данък: Използва се за изваждане на сумата на данъка от числото, отбелязано на дисплея. (558, 1483, 1071, 1508)
recall-key-icon: RECALL (588, 187, 621, 198)
spec-line: (Podliježe promjenama bez naknadne obavijesti.) (1093, 814, 1606, 827)
spec-line: (Se poate modifica fără notificare prealabilă) (558, 849, 1071, 862)
on-ca-key-icon: ON/CA (1093, 1021, 1120, 1032)
warning-icon: ! (1093, 934, 1110, 950)
on-ca-key-icon: ON/CA (24, 1481, 52, 1492)
warning-icon: ! (1093, 1291, 1110, 1307)
set-key-icon: SET (1123, 160, 1141, 171)
on-ca-key-icon: ON/CA (558, 1402, 585, 1412)
